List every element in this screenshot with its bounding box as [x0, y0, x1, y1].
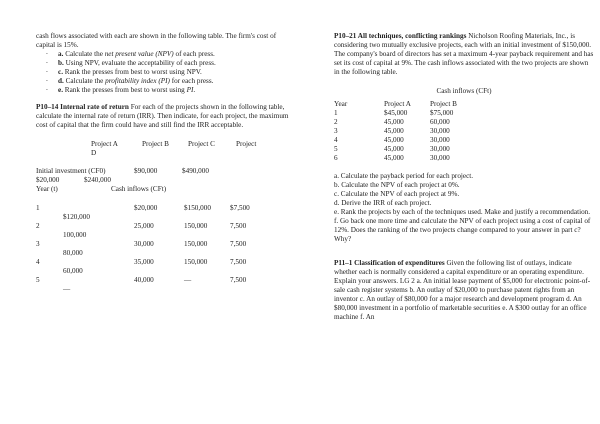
irr-cell-b: $150,000: [184, 204, 211, 212]
col-header: Year: [334, 100, 348, 108]
table-cell: 30,000: [430, 136, 450, 144]
irr-cell-c: 7,500: [230, 240, 247, 248]
table-cell: 30,000: [430, 154, 450, 162]
bullet-item: [36, 59, 296, 68]
initial-investment-label: Initial investment (CF0): [36, 167, 106, 175]
question-item: f. Go back one more time and calculate the NPV of each project using a cost of capital of 12%. Does the ranking of the two projects change compared to your answer in part c? Why?: [334, 217, 591, 243]
irr-cell-a: 30,000: [134, 240, 154, 248]
irr-cell-c: $7,500: [230, 204, 250, 212]
initial-investment-a: $90,000: [134, 167, 158, 175]
irr-cell-c: 7,500: [230, 258, 247, 266]
p10-21-title: P10–21 All techniques, conflicting rankings: [334, 32, 467, 40]
bullet-label: e.: [58, 86, 63, 94]
question-list: [334, 172, 594, 244]
bullet-pre: Calculate the: [65, 77, 106, 85]
irr-cell-year: 3: [36, 240, 40, 248]
bullet-post: .: [193, 86, 196, 94]
irr-cell-b: 150,000: [184, 240, 208, 248]
bullet-pre: Using NPV, evaluate the acceptability of each press.: [65, 59, 216, 67]
table-cell: 45,000: [384, 136, 404, 144]
left-column: [36, 32, 296, 300]
table-cell: 3: [334, 127, 338, 135]
bullet-item: [36, 50, 296, 59]
irr-cell-a: 40,000: [134, 276, 154, 284]
col-header: Project B: [430, 100, 457, 108]
table-cell: 45,000: [384, 118, 404, 126]
table-cell: 1: [334, 109, 338, 117]
p10-14-title: P10–14 Internal rate of return: [36, 103, 129, 111]
bullet-text: [58, 77, 213, 86]
initial-investment-c: $20,000: [36, 176, 60, 184]
bullet-label: d.: [58, 77, 64, 85]
table-cell: 45,000: [384, 154, 404, 162]
bullet-item: [36, 68, 296, 77]
irr-cell-d: $120,000: [63, 213, 90, 221]
table-cell: 30,000: [430, 127, 450, 135]
irr-cell-b: —: [184, 276, 192, 284]
table-cell: 4: [334, 136, 338, 144]
p10-21-paragraph: [334, 32, 594, 77]
bullet-text: [58, 68, 202, 77]
cash-inflows-title: Cash inflows (CFt): [436, 87, 492, 95]
bullet-label: b.: [58, 59, 64, 67]
header-project-c: Project C: [188, 140, 215, 148]
col-header: Project A: [384, 100, 411, 108]
p10-14-text: For each of the projects shown in the following table, calculate the internal rate of return (IRR). Then indicate, for each project, the maximum cost of capital that the firm could have and still find the IRR acceptable.: [36, 103, 289, 129]
irr-cell-c: 7,500: [230, 222, 247, 230]
initial-investment-b: $490,000: [182, 167, 209, 175]
bullet-pre: Calculate the: [65, 50, 105, 58]
table-cell: 30,000: [430, 145, 450, 153]
question-item: c. Calculate the NPV of each project at 9%.: [334, 190, 460, 198]
bullet-text: [58, 86, 195, 95]
irr-cell-year: 2: [36, 222, 40, 230]
table-cell: 5: [334, 145, 338, 153]
irr-cell-b: 150,000: [184, 222, 208, 230]
p11-1-text: Given the following list of outlays, indicate whether each is normally considered a capital expenditure or an operating expenditure. Explain your answers. LG 2 a. An initial lease payment of $5,000 for electronic point-of-sale cash register systems b. An outlay of $20,000 to purchase patent rights from an inventor c. An outlay of $80,000 for a major research and development program d. An $80,000 investment in a portfolio of marketable securities e. A $300 outlay for an office machine f. An: [334, 259, 591, 321]
irr-cell-c: 7,500: [230, 276, 247, 284]
question-item: e. Rank the projects by each of the techniques used. Make and justify a recommendation.: [334, 208, 591, 216]
p11-1-paragraph: [334, 259, 594, 322]
question-item: b. Calculate the NPV of each project at 0%.: [334, 181, 460, 189]
irr-cell-d: 100,000: [63, 231, 87, 239]
bullet-dot: ·: [45, 59, 49, 67]
bullet-em: profitability index (PI): [105, 77, 170, 85]
year-label: Year (t): [36, 185, 58, 193]
p10-14-paragraph: [36, 103, 296, 130]
bullet-dot: ·: [45, 77, 49, 85]
irr-cell-year: 4: [36, 258, 40, 266]
p10-21-text: Nicholson Roofing Materials, Inc., is considering two mutually exclusive projects, each with an initial investment of $150,000. The company's board of directors has set a maximum 4-year payback requirement and has set its cost of capital at 9%. The cash inflows associated with the two projects are shown in the following table.: [334, 32, 594, 76]
bullet-dot: ·: [45, 86, 49, 94]
irr-cell-a: 25,000: [134, 222, 154, 230]
cash-inflows-label: Cash inflows (CFt): [111, 185, 167, 193]
bullet-pre: Rank the presses from best to worst using: [64, 86, 187, 94]
bullet-label: c.: [58, 68, 63, 76]
bullet-pre: Rank the presses from best to worst using NPV.: [64, 68, 202, 76]
irr-cell-year: 1: [36, 204, 40, 212]
project-cash-table: [334, 100, 594, 163]
bullet-item: [36, 77, 296, 86]
right-column: [334, 32, 594, 322]
irr-cell-d: —: [63, 285, 71, 293]
bullet-em: net present value (NPV): [104, 50, 174, 58]
table-cell: 60,000: [430, 118, 450, 126]
header-project-d-letter: D: [91, 149, 97, 157]
irr-cell-b: 150,000: [184, 258, 208, 266]
table-cell: 6: [334, 154, 338, 162]
bullet-post: of each press.: [173, 50, 215, 58]
bullet-dot: ·: [45, 68, 49, 76]
table-cell: 2: [334, 118, 338, 126]
header-project-b: Project B: [142, 140, 169, 148]
irr-cell-year: 5: [36, 276, 40, 284]
irr-cell-d: 60,000: [63, 267, 83, 275]
header-project-a: Project A: [91, 140, 118, 148]
question-item: d. Derive the IRR of each project.: [334, 199, 432, 207]
irr-cell-a: 35,000: [134, 258, 154, 266]
header-project-d: Project: [236, 140, 257, 148]
bullet-text: [58, 50, 215, 59]
table-cell: 45,000: [384, 145, 404, 153]
bullet-text: [58, 59, 216, 68]
irr-cell-d: 80,000: [63, 249, 83, 257]
irr-cell-a: $20,000: [134, 204, 158, 212]
bullet-dot: ·: [45, 50, 49, 58]
bullet-em: PI: [186, 86, 194, 94]
bullet-item: [36, 86, 296, 95]
initial-investment-d: $240,000: [84, 176, 111, 184]
irr-table: [36, 130, 296, 300]
p11-1-title: P11–1 Classification of expenditures: [334, 259, 445, 267]
question-item: a. Calculate the payback period for each project.: [334, 172, 474, 180]
table-cell: $75,000: [430, 109, 454, 117]
bullet-post: for each press.: [169, 77, 214, 85]
table-cell: 45,000: [384, 127, 404, 135]
bullet-label: a.: [58, 50, 64, 58]
bullet-list: [36, 50, 296, 95]
table-cell: $45,000: [384, 109, 408, 117]
intro-paragraph: cash flows associated with each are shown in the following table. The firm's cost of capital is 15%.: [36, 32, 277, 49]
